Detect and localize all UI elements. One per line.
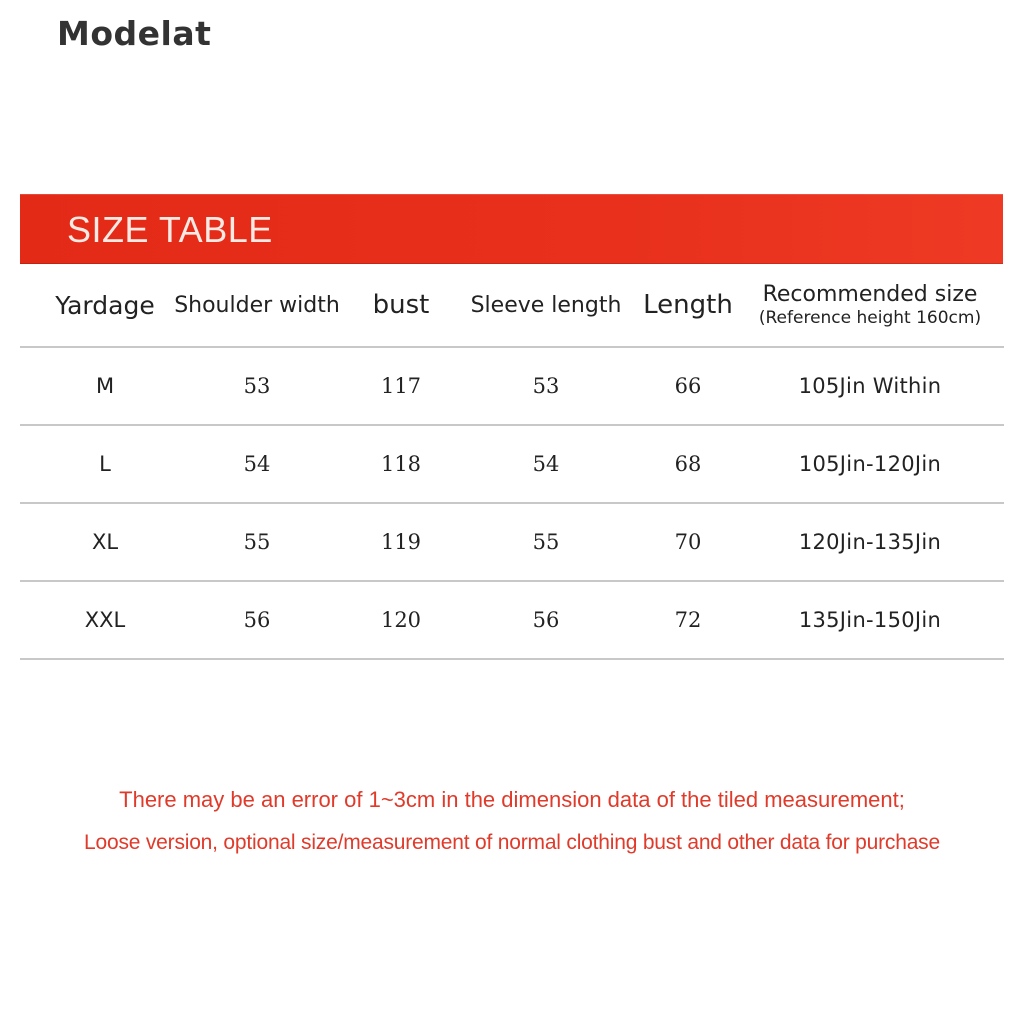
cell-sleeve: 54 — [532, 452, 560, 476]
header-recommended-size — [740, 264, 1000, 346]
cell-size: XL — [91, 530, 119, 554]
header-shoulder-width: Shoulder width — [174, 292, 340, 318]
header-yardage: Yardage — [55, 290, 155, 320]
cell-shoulder: 56 — [243, 608, 271, 632]
cell-shoulder: 55 — [243, 530, 271, 554]
cell-bust: 120 — [380, 608, 422, 632]
cell-recommended: 135Jin-150Jin — [798, 608, 942, 632]
header-recommended-label: Recommended size — [762, 281, 978, 307]
cell-shoulder: 54 — [243, 452, 271, 476]
cell-sleeve: 55 — [532, 530, 560, 554]
size-table — [20, 264, 1004, 660]
banner-title: SIZE TABLE — [67, 209, 273, 250]
cell-recommended: 105Jin-120Jin — [798, 452, 942, 476]
cell-recommended: 105Jin Within — [798, 374, 942, 398]
cell-size: L — [99, 452, 111, 476]
brand-logo-text: Modelat — [57, 14, 212, 53]
cell-shoulder: 53 — [243, 374, 271, 398]
header-bust: bust — [372, 290, 430, 320]
cell-bust: 117 — [380, 374, 422, 398]
size-table-banner — [20, 194, 1003, 264]
cell-bust: 119 — [380, 530, 422, 554]
cell-recommended: 120Jin-135Jin — [798, 530, 942, 554]
cell-sleeve: 56 — [532, 608, 560, 632]
table-row — [20, 504, 1004, 582]
table-header-row — [20, 264, 1004, 348]
note-line-1: There may be an error of 1~3cm in the dimension data of the tiled measurement; — [119, 787, 905, 812]
cell-size: M — [95, 374, 115, 398]
note-line-2: Loose version, optional size/measurement of normal clothing bust and other data for purchase — [84, 831, 940, 854]
cell-sleeve: 53 — [532, 374, 560, 398]
table-row — [20, 426, 1004, 504]
cell-size: XXL — [84, 608, 126, 632]
cell-bust: 118 — [380, 452, 422, 476]
table-row — [20, 582, 1004, 660]
cell-length: 72 — [674, 608, 702, 632]
header-length: Length — [643, 290, 733, 320]
cell-length: 68 — [674, 452, 702, 476]
cell-length: 70 — [674, 530, 702, 554]
header-recommended-note: (Reference height 160cm) — [758, 308, 982, 329]
header-sleeve-length: Sleeve length — [470, 292, 622, 318]
cell-length: 66 — [674, 374, 702, 398]
measurement-notes — [0, 778, 1024, 864]
table-row — [20, 348, 1004, 426]
